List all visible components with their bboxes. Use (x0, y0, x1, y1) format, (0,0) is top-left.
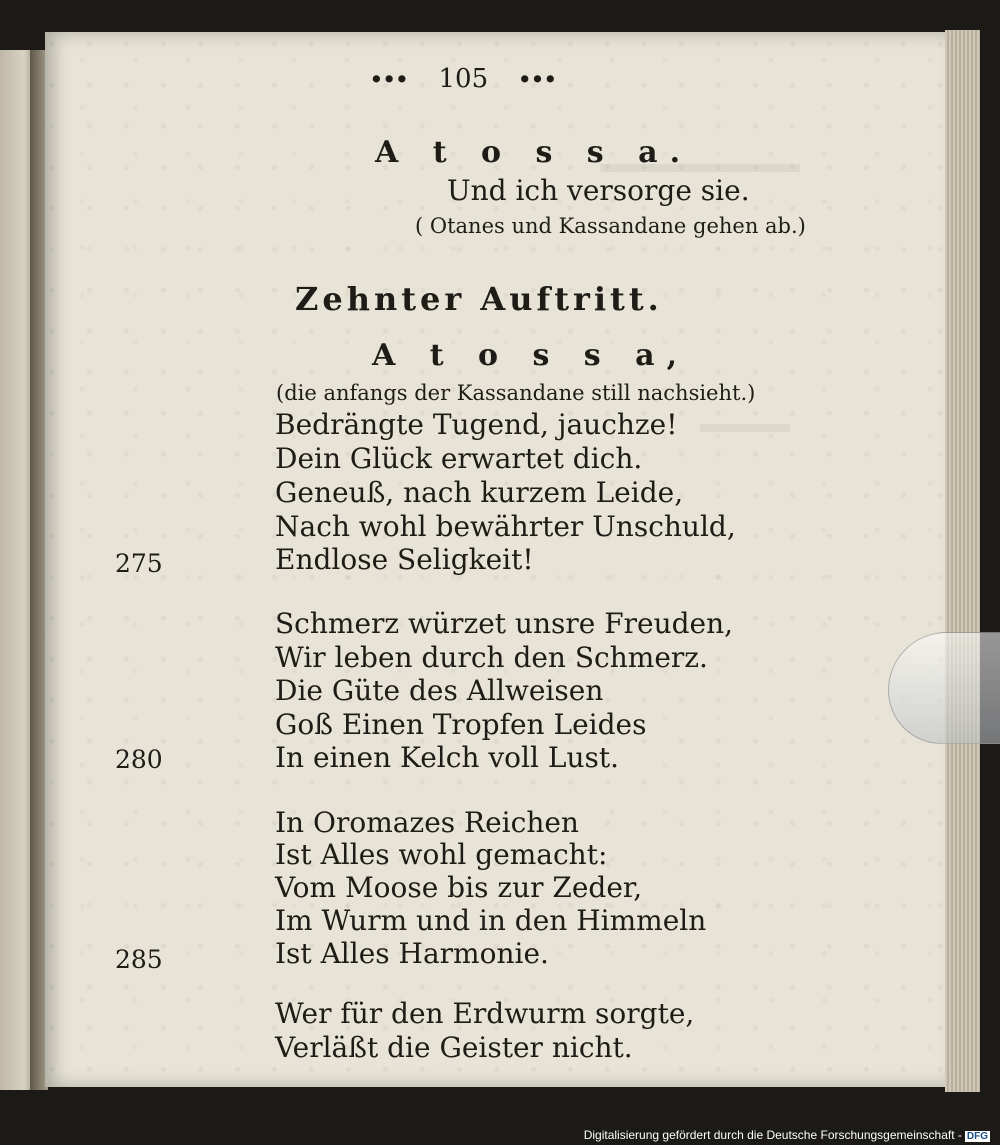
page-number-line (370, 64, 557, 94)
verse-line: In einen Kelch voll Lust. (275, 741, 619, 774)
verse-line: Verläßt die Geister nicht. (275, 1031, 633, 1064)
verse-line: Bedrängte Tugend, jauchze! (275, 408, 678, 441)
verse-line: Dein Glück erwartet dich. (275, 442, 643, 475)
speaker-name: A t o s s a. (375, 135, 693, 170)
line-number: 285 (115, 945, 163, 974)
verse-line: Wir leben durch den Schmerz. (275, 641, 708, 674)
line-number: 280 (115, 745, 163, 774)
line-number: 275 (115, 549, 163, 578)
digitization-credit (584, 1128, 990, 1142)
verse-line: Ist Alles wohl gemacht: (275, 838, 608, 871)
verse-line: Und ich versorge sie. (447, 174, 750, 207)
page-clip (888, 632, 1000, 744)
page-stack-edge (945, 30, 980, 1092)
stage-direction: (die anfangs der Kassandane still nachsieht.) (276, 381, 756, 405)
verse-line: Ist Alles Harmonie. (275, 937, 549, 970)
verse-line: Endlose Seligkeit! (275, 543, 534, 576)
verse-line: Nach wohl bewährter Unschuld, (275, 510, 736, 543)
verse-line: Im Wurm und in den Himmeln (275, 904, 707, 937)
ornament-right: ∙∙∙ (518, 64, 557, 94)
verse-line: Geneuß, nach kurzem Leide, (275, 476, 684, 509)
stage-direction: ( Otanes und Kassandane gehen ab.) (415, 214, 806, 238)
verse-line: Vom Moose bis zur Zeder, (275, 871, 643, 904)
verse-line: Goß Einen Tropfen Leides (275, 708, 647, 741)
verse-line: Die Güte des Allweisen (275, 674, 604, 707)
verse-line: In Oromazes Reichen (275, 806, 579, 839)
ornament-left: ∙∙∙ (370, 64, 409, 94)
speaker-name: A t o s s a, (372, 338, 690, 373)
credit-text: Digitalisierung gefördert durch die Deutsche Forschungsgemeinschaft - (583, 1128, 962, 1142)
scene-heading: Zehnter Auftritt. (295, 280, 663, 318)
page-number: 105 (438, 64, 489, 94)
verse-line: Schmerz würzet unsre Freuden, (275, 607, 734, 640)
dfg-logo: DFG (966, 1131, 988, 1142)
verse-line: Wer für den Erdwurm sorgte, (275, 997, 695, 1030)
